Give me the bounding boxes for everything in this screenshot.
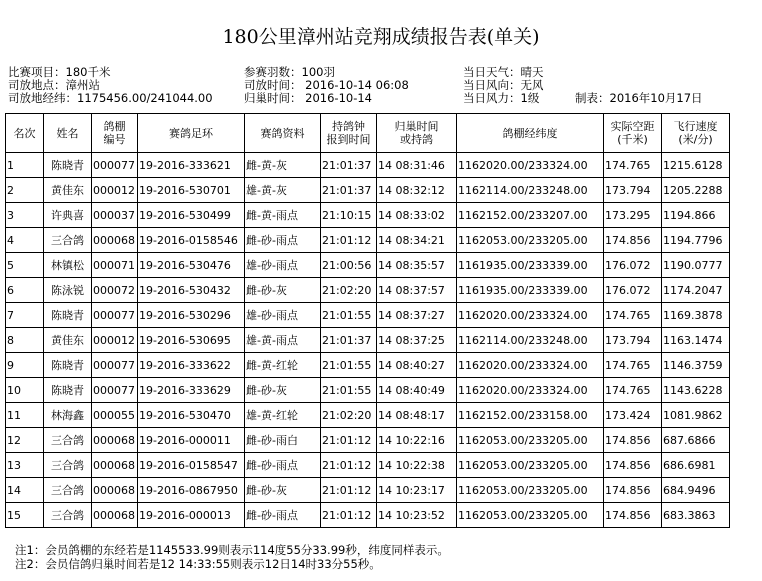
cell-ring-number: 19-2016-530701 bbox=[138, 178, 245, 203]
cell-speed: 1205.2288 bbox=[662, 178, 730, 203]
cell-bird-info: 雌-砂-灰 bbox=[245, 478, 321, 503]
release-time: 司放时间： 2016-10-14 06:08 bbox=[244, 78, 409, 92]
cell-speed: 1174.2047 bbox=[662, 278, 730, 303]
cell-loft-coordinates: 1161935.00/233339.00 bbox=[457, 278, 604, 303]
cell-clock-time: 21:00:56 bbox=[321, 253, 377, 278]
cell-rank: 12 bbox=[6, 428, 44, 453]
cell-name: 三合鸽 bbox=[44, 503, 92, 528]
race-info-middle bbox=[244, 66, 409, 105]
cell-speed: 683.3863 bbox=[662, 503, 730, 528]
table-row bbox=[6, 428, 730, 453]
cell-arrival-time: 14 08:37:27 bbox=[377, 303, 457, 328]
cell-rank: 2 bbox=[6, 178, 44, 203]
cell-ring-number: 19-2016-530296 bbox=[138, 303, 245, 328]
cell-bird-info: 雌-黄-灰 bbox=[245, 153, 321, 178]
cell-clock-time: 21:01:55 bbox=[321, 378, 377, 403]
cell-rank: 5 bbox=[6, 253, 44, 278]
cell-distance: 174.856 bbox=[604, 228, 662, 253]
cell-rank: 7 bbox=[6, 303, 44, 328]
cell-loft-id: 000068 bbox=[92, 478, 138, 503]
table-row bbox=[6, 328, 730, 353]
cell-bird-info: 雄-黄-红轮 bbox=[245, 403, 321, 428]
cell-loft-coordinates: 1162020.00/233324.00 bbox=[457, 153, 604, 178]
cell-speed: 1194.7796 bbox=[662, 228, 730, 253]
cell-ring-number: 19-2016-530499 bbox=[138, 203, 245, 228]
cell-name: 林镇松 bbox=[44, 253, 92, 278]
cell-loft-coordinates: 1162020.00/233324.00 bbox=[457, 378, 604, 403]
entry-count: 参赛羽数：100羽 bbox=[244, 65, 335, 79]
cell-rank: 9 bbox=[6, 353, 44, 378]
cell-clock-time: 21:01:55 bbox=[321, 303, 377, 328]
cell-loft-id: 000068 bbox=[92, 428, 138, 453]
table-header-row bbox=[6, 114, 730, 153]
cell-distance: 176.072 bbox=[604, 278, 662, 303]
cell-loft-id: 000012 bbox=[92, 328, 138, 353]
cell-name: 三合鸽 bbox=[44, 453, 92, 478]
cell-loft-coordinates: 1162053.00/233205.00 bbox=[457, 453, 604, 478]
table-row bbox=[6, 253, 730, 278]
cell-loft-id: 000072 bbox=[92, 278, 138, 303]
results-table bbox=[5, 113, 730, 528]
cell-arrival-time: 14 10:22:38 bbox=[377, 453, 457, 478]
cell-distance: 174.856 bbox=[604, 503, 662, 528]
cell-bird-info: 雌-砂-灰 bbox=[245, 278, 321, 303]
race-info-left bbox=[8, 66, 213, 105]
cell-bird-info: 雌-砂-雨白 bbox=[245, 428, 321, 453]
cell-ring-number: 19-2016-333622 bbox=[138, 353, 245, 378]
cell-arrival-time: 14 08:32:12 bbox=[377, 178, 457, 203]
cell-arrival-time: 14 08:40:49 bbox=[377, 378, 457, 403]
cell-loft-coordinates: 1162053.00/233205.00 bbox=[457, 503, 604, 528]
cell-clock-time: 21:01:12 bbox=[321, 503, 377, 528]
cell-name: 三合鸽 bbox=[44, 428, 92, 453]
cell-speed: 687.6866 bbox=[662, 428, 730, 453]
cell-arrival-time: 14 10:22:16 bbox=[377, 428, 457, 453]
cell-speed: 686.6981 bbox=[662, 453, 730, 478]
wind-force: 当日风力：1级 bbox=[463, 91, 540, 105]
cell-rank: 10 bbox=[6, 378, 44, 403]
cell-loft-coordinates: 1162152.00/233158.00 bbox=[457, 403, 604, 428]
cell-ring-number: 19-2016-0158547 bbox=[138, 453, 245, 478]
cell-name: 黄佳东 bbox=[44, 178, 92, 203]
cell-speed: 1169.3878 bbox=[662, 303, 730, 328]
cell-loft-coordinates: 1162020.00/233324.00 bbox=[457, 353, 604, 378]
weather: 当日天气：晴天 bbox=[463, 65, 544, 79]
cell-rank: 1 bbox=[6, 153, 44, 178]
table-row bbox=[6, 153, 730, 178]
header-speed: 飞行速度 (米/分) bbox=[662, 114, 730, 153]
cell-ring-number: 19-2016-000013 bbox=[138, 503, 245, 528]
cell-rank: 4 bbox=[6, 228, 44, 253]
cell-name: 林海鑫 bbox=[44, 403, 92, 428]
cell-rank: 15 bbox=[6, 503, 44, 528]
cell-distance: 174.765 bbox=[604, 353, 662, 378]
cell-loft-id: 000068 bbox=[92, 228, 138, 253]
table-body bbox=[6, 153, 730, 528]
cell-speed: 1146.3759 bbox=[662, 353, 730, 378]
cell-loft-coordinates: 1162053.00/233205.00 bbox=[457, 228, 604, 253]
cell-bird-info: 雌-砂-雨点 bbox=[245, 453, 321, 478]
header-rank: 名次 bbox=[6, 114, 44, 153]
cell-name: 三合鸽 bbox=[44, 228, 92, 253]
cell-speed: 1081.9862 bbox=[662, 403, 730, 428]
cell-loft-coordinates: 1161935.00/233339.00 bbox=[457, 253, 604, 278]
release-coordinates: 司放地经纬：1175456.00/241044.00 bbox=[8, 91, 213, 105]
cell-speed: 1163.1474 bbox=[662, 328, 730, 353]
cell-arrival-time: 14 08:35:57 bbox=[377, 253, 457, 278]
cell-clock-time: 21:02:20 bbox=[321, 403, 377, 428]
cell-clock-time: 21:01:12 bbox=[321, 228, 377, 253]
cell-bird-info: 雌-砂-雨点 bbox=[245, 503, 321, 528]
cell-name: 陈晓青 bbox=[44, 378, 92, 403]
cell-distance: 174.856 bbox=[604, 478, 662, 503]
cell-rank: 11 bbox=[6, 403, 44, 428]
cell-ring-number: 19-2016-530695 bbox=[138, 328, 245, 353]
header-distance: 实际空距 (千米) bbox=[604, 114, 662, 153]
cell-arrival-time: 14 08:37:25 bbox=[377, 328, 457, 353]
table-row bbox=[6, 453, 730, 478]
header-loft-coordinates: 鸽棚经纬度 bbox=[457, 114, 604, 153]
cell-clock-time: 21:10:15 bbox=[321, 203, 377, 228]
cell-name: 许典喜 bbox=[44, 203, 92, 228]
cell-loft-id: 000012 bbox=[92, 178, 138, 203]
cell-speed: 1215.6128 bbox=[662, 153, 730, 178]
cell-distance: 174.765 bbox=[604, 153, 662, 178]
cell-bird-info: 雄-黄-灰 bbox=[245, 178, 321, 203]
cell-name: 陈晓青 bbox=[44, 303, 92, 328]
cell-clock-time: 21:01:37 bbox=[321, 153, 377, 178]
cell-arrival-time: 14 10:23:52 bbox=[377, 503, 457, 528]
footnote-1: 注1：会员鸽棚的东经若是1145533.99则表示114度55分33.99秒，纬度同样表示。 bbox=[15, 543, 449, 557]
cell-speed: 684.9496 bbox=[662, 478, 730, 503]
table-made-date: 制表：2016年10月17日 bbox=[575, 91, 703, 105]
table-row bbox=[6, 378, 730, 403]
cell-distance: 173.295 bbox=[604, 203, 662, 228]
cell-loft-id: 000037 bbox=[92, 203, 138, 228]
cell-distance: 174.765 bbox=[604, 378, 662, 403]
cell-arrival-time: 14 08:48:17 bbox=[377, 403, 457, 428]
cell-bird-info: 雄-砂-雨点 bbox=[245, 303, 321, 328]
header-clock-time: 持鸽钟 报到时间 bbox=[321, 114, 377, 153]
cell-bird-info: 雌-砂-雨点 bbox=[245, 228, 321, 253]
cell-arrival-time: 14 08:34:21 bbox=[377, 228, 457, 253]
cell-distance: 174.856 bbox=[604, 428, 662, 453]
header-name: 姓名 bbox=[44, 114, 92, 153]
cell-distance: 173.794 bbox=[604, 178, 662, 203]
cell-rank: 14 bbox=[6, 478, 44, 503]
cell-bird-info: 雄-黄-雨点 bbox=[245, 328, 321, 353]
cell-rank: 8 bbox=[6, 328, 44, 353]
table-row bbox=[6, 178, 730, 203]
cell-name: 黄佳东 bbox=[44, 328, 92, 353]
cell-loft-coordinates: 1162114.00/233248.00 bbox=[457, 178, 604, 203]
cell-arrival-time: 14 08:40:27 bbox=[377, 353, 457, 378]
cell-distance: 173.424 bbox=[604, 403, 662, 428]
cell-clock-time: 21:01:55 bbox=[321, 353, 377, 378]
cell-distance: 173.794 bbox=[604, 328, 662, 353]
cell-bird-info: 雌-黄-雨点 bbox=[245, 203, 321, 228]
return-date: 归巢时间： 2016-10-14 bbox=[244, 91, 372, 105]
cell-ring-number: 19-2016-0867950 bbox=[138, 478, 245, 503]
cell-speed: 1190.0777 bbox=[662, 253, 730, 278]
race-info-right bbox=[463, 66, 544, 105]
cell-loft-id: 000071 bbox=[92, 253, 138, 278]
cell-loft-id: 000077 bbox=[92, 353, 138, 378]
cell-loft-coordinates: 1162152.00/233207.00 bbox=[457, 203, 604, 228]
release-location: 司放地点：漳州站 bbox=[8, 78, 100, 92]
header-arrival-time: 归巢时间 或持鸽 bbox=[377, 114, 457, 153]
cell-clock-time: 21:01:12 bbox=[321, 478, 377, 503]
cell-speed: 1143.6228 bbox=[662, 378, 730, 403]
cell-loft-id: 000055 bbox=[92, 403, 138, 428]
cell-loft-id: 000068 bbox=[92, 503, 138, 528]
cell-ring-number: 19-2016-530432 bbox=[138, 278, 245, 303]
table-row bbox=[6, 228, 730, 253]
cell-loft-coordinates: 1162053.00/233205.00 bbox=[457, 428, 604, 453]
cell-loft-id: 000077 bbox=[92, 303, 138, 328]
cell-bird-info: 雌-砂-灰 bbox=[245, 378, 321, 403]
race-item: 比赛项目：180千米 bbox=[8, 65, 111, 79]
header-bird-info: 赛鸽资料 bbox=[245, 114, 321, 153]
cell-ring-number: 19-2016-333629 bbox=[138, 378, 245, 403]
cell-ring-number: 19-2016-0158546 bbox=[138, 228, 245, 253]
footnote-2: 注2：会员信鸽归巢时间若是12 14:33:55则表示12日14时33分55秒。 bbox=[15, 557, 381, 571]
cell-rank: 13 bbox=[6, 453, 44, 478]
cell-clock-time: 21:01:37 bbox=[321, 328, 377, 353]
cell-loft-coordinates: 1162020.00/233324.00 bbox=[457, 303, 604, 328]
cell-distance: 174.765 bbox=[604, 303, 662, 328]
table-row bbox=[6, 353, 730, 378]
cell-loft-id: 000068 bbox=[92, 453, 138, 478]
cell-clock-time: 21:01:12 bbox=[321, 428, 377, 453]
cell-arrival-time: 14 08:37:57 bbox=[377, 278, 457, 303]
table-row bbox=[6, 303, 730, 328]
cell-name: 陈晓青 bbox=[44, 153, 92, 178]
cell-loft-coordinates: 1162053.00/233205.00 bbox=[457, 478, 604, 503]
table-row bbox=[6, 478, 730, 503]
header-loft-id: 鸽棚 编号 bbox=[92, 114, 138, 153]
cell-arrival-time: 14 10:23:17 bbox=[377, 478, 457, 503]
header-ring-number: 赛鸽足环 bbox=[138, 114, 245, 153]
cell-arrival-time: 14 08:31:46 bbox=[377, 153, 457, 178]
cell-clock-time: 21:01:37 bbox=[321, 178, 377, 203]
cell-ring-number: 19-2016-530476 bbox=[138, 253, 245, 278]
cell-rank: 6 bbox=[6, 278, 44, 303]
footnotes bbox=[15, 543, 449, 571]
table-row bbox=[6, 278, 730, 303]
cell-ring-number: 19-2016-333621 bbox=[138, 153, 245, 178]
cell-name: 三合鸽 bbox=[44, 478, 92, 503]
table-row bbox=[6, 203, 730, 228]
cell-arrival-time: 14 08:33:02 bbox=[377, 203, 457, 228]
cell-bird-info: 雌-黄-红轮 bbox=[245, 353, 321, 378]
cell-loft-id: 000077 bbox=[92, 378, 138, 403]
cell-loft-coordinates: 1162114.00/233248.00 bbox=[457, 328, 604, 353]
cell-bird-info: 雄-砂-雨点 bbox=[245, 253, 321, 278]
cell-distance: 174.856 bbox=[604, 453, 662, 478]
cell-name: 陈晓青 bbox=[44, 353, 92, 378]
wind-direction: 当日风向：无风 bbox=[463, 78, 544, 92]
cell-clock-time: 21:01:12 bbox=[321, 453, 377, 478]
table-row bbox=[6, 503, 730, 528]
cell-ring-number: 19-2016-530470 bbox=[138, 403, 245, 428]
cell-speed: 1194.866 bbox=[662, 203, 730, 228]
cell-loft-id: 000077 bbox=[92, 153, 138, 178]
table-row bbox=[6, 403, 730, 428]
cell-rank: 3 bbox=[6, 203, 44, 228]
cell-name: 陈泳锐 bbox=[44, 278, 92, 303]
cell-ring-number: 19-2016-000011 bbox=[138, 428, 245, 453]
report-title: 180公里漳州站竞翔成绩报告表(单关) bbox=[222, 26, 540, 48]
cell-distance: 176.072 bbox=[604, 253, 662, 278]
cell-clock-time: 21:02:20 bbox=[321, 278, 377, 303]
